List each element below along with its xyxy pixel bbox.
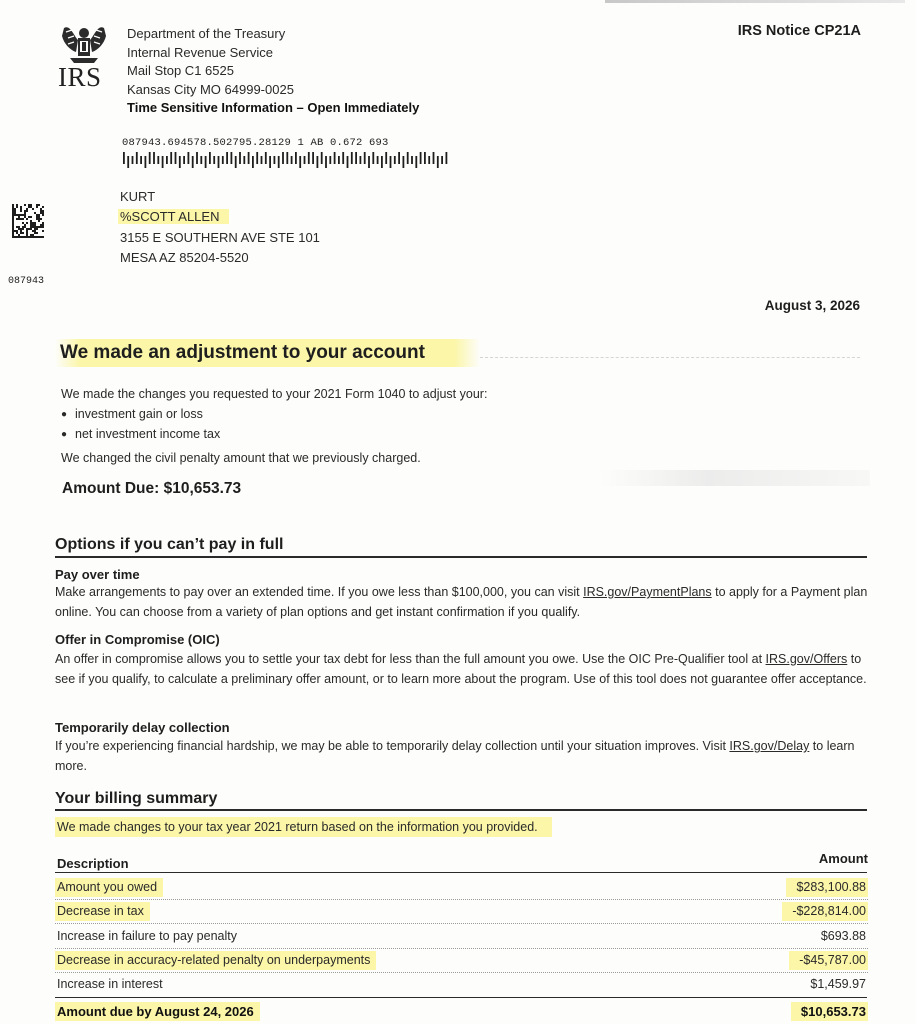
section-heading-options: Options if you can’t pay in full — [55, 536, 284, 553]
total-row — [55, 999, 868, 1023]
total-amount: $10,653.73 — [791, 1002, 868, 1021]
agency-line: Mail Stop C1 6525 — [127, 63, 234, 79]
list-item — [61, 424, 487, 444]
list-item-text: investment gain or loss — [75, 407, 203, 421]
notice-date: August 3, 2026 — [764, 298, 860, 313]
bullet-icon: ● — [61, 428, 68, 440]
irs-logo-text: IRS — [58, 62, 102, 92]
row-description: Increase in interest — [57, 977, 163, 991]
paragraph-text: Make arrangements to pay over an extended time. If you owe less than $100,000, you can visit — [55, 585, 584, 599]
list-item — [61, 404, 487, 424]
oic-text — [55, 649, 870, 689]
recipient-city: MESA AZ 85204-5520 — [120, 249, 249, 265]
billing-note: We made changes to your tax year 2021 return based on the information you provided. — [55, 817, 552, 837]
recipient-name: KURT — [120, 189, 156, 204]
section-rule — [55, 809, 867, 811]
row-amount: -$45,787.00 — [789, 951, 868, 970]
column-header-amount: Amount — [818, 851, 868, 866]
subheading-pay-over-time: Pay over time — [55, 567, 140, 582]
list-item-text: net investment income tax — [75, 427, 221, 441]
scan-artifact — [600, 470, 870, 486]
table-row — [55, 948, 868, 972]
table-row — [55, 875, 868, 899]
recipient-care-of: %SCOTT ALLEN — [118, 209, 229, 224]
amount-due: Amount Due: $10,653.73 — [62, 480, 242, 497]
row-amount: $1,459.97 — [810, 977, 866, 991]
agency-line: Kansas City MO 64999-0025 — [127, 81, 294, 97]
section-heading-billing: Your billing summary — [55, 790, 218, 807]
row-description: Amount you owed — [55, 878, 163, 897]
scan-artifact — [605, 0, 905, 3]
paragraph-text: to learn more. — [55, 739, 855, 773]
delay-link[interactable]: IRS.gov/Delay — [729, 739, 810, 753]
intro-text — [61, 384, 487, 472]
subheading-delay: Temporarily delay collection — [55, 720, 230, 735]
pay-over-time-text — [55, 582, 870, 622]
row-description: Decrease in accuracy-related penalty on underpayments — [55, 951, 376, 970]
row-amount: $693.88 — [820, 929, 866, 943]
reference-number: 087943 — [8, 276, 45, 287]
paragraph-text: An offer in compromise allows you to settle your tax debt for less than the full amount you owe. Use the OIC Pre-Qualifier tool at — [55, 652, 766, 666]
total-rule — [55, 997, 867, 998]
bullet-icon: ● — [61, 408, 68, 420]
paragraph-text: If you’re experiencing financial hardship, we may be able to temporarily delay collection until your situation improves. Visit — [55, 739, 730, 753]
recipient-street: 3155 E SOUTHERN AVE STE 101 — [120, 229, 320, 245]
table-row — [55, 924, 868, 948]
row-amount: $283,100.88 — [786, 878, 868, 897]
paragraph-text: to see if you qualify, to calculate a preliminary offer amount, or to learn more about the program. Use of this tool does not guarantee offer acceptance. — [55, 652, 867, 686]
postal-barcode — [122, 152, 452, 168]
datamatrix-code — [12, 204, 45, 238]
agency-line: Internal Revenue Service — [127, 44, 273, 60]
recipient-address — [120, 187, 320, 268]
agency-line: Department of the Treasury — [127, 26, 286, 41]
notice-id: IRS Notice CP21A — [737, 23, 861, 39]
divider — [480, 357, 860, 358]
section-rule — [55, 556, 867, 558]
intro-line: We made the changes you requested to your 2021 Form 1040 to adjust your: — [61, 387, 488, 401]
table-header-rule — [55, 872, 867, 873]
column-header-description: Description — [57, 856, 129, 871]
paragraph-text: to apply for a Payment plan online. You can choose from a variety of plan options and get instant confirmation if you qualify. — [55, 585, 868, 619]
table-row — [55, 899, 868, 923]
subheading-oic: Offer in Compromise (OIC) — [55, 632, 220, 647]
agency-address — [127, 25, 419, 118]
intro-line: We changed the civil penalty amount that we previously charged. — [61, 451, 421, 465]
offers-link[interactable]: IRS.gov/Offers — [765, 652, 848, 666]
barcode-number: 087943.694578.502795.28129 1 AB 0.672 693 — [122, 137, 389, 149]
row-description: Increase in failure to pay penalty — [57, 929, 237, 943]
total-description: Amount due by August 24, 2026 — [55, 1002, 260, 1021]
row-description: Decrease in tax — [55, 902, 150, 921]
table-row — [55, 972, 868, 996]
time-sensitive-line: Time Sensitive Information – Open Immediately — [127, 100, 420, 116]
payment-plans-link[interactable]: IRS.gov/PaymentPlans — [583, 585, 712, 599]
row-amount: -$228,814.00 — [782, 902, 868, 921]
delay-text — [55, 736, 870, 776]
page-title: We made an adjustment to your account — [55, 339, 480, 367]
